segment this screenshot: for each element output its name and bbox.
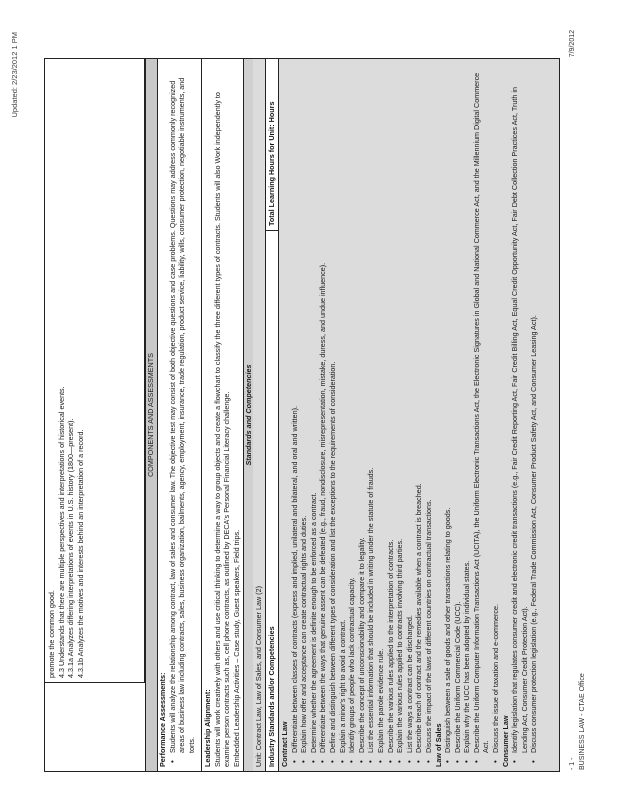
updated-date: Updated: 2/23/2012 1 PM — [10, 32, 19, 118]
performance-heading: Performance Assessments: — [158, 672, 167, 767]
top-line: 4.3 Understands that there are multiple perspectives and interpretations of historical events. — [56, 386, 66, 678]
leadership-text: Students will work creatively with others and use critical thinking to determine a way to group objects and create a flowchart to classify the three different types of contracts. Students will also Work independently to examine person contracts such as, cell phone contracts, as outlined by DECA's Personal Financial Literacy challenge. — [212, 92, 232, 767]
list-item: • Differentiate between the ways that genuine assent can be defeated (e.g., fraud, nondisclosure, misrepresentation, mistake, duress, and undue influence). — [318, 63, 328, 753]
list-item: • Discuss the impact of the laws of different countries on contractual transactions. — [424, 63, 434, 753]
list-item: • Explain the parole evidence rule. — [376, 63, 386, 753]
performance-section — [157, 59, 197, 771]
list-item: • Differentiate between classes of contracts (express and implied, unilateral and bilateral, and oral and written). — [290, 63, 300, 753]
consumer-law-heading: Consumer Law — [500, 715, 510, 767]
list-item: • Explain a minor's right to avoid a contract. — [338, 63, 348, 753]
list-item: • Describe breach of contract and the remedies available when a contract is breached. — [414, 63, 424, 753]
performance-text: • Students will analyze the relationship among contract, law of sales and consumer law. The objective test may consist of both objective questions and case problems. Questions may address commonly recognized areas of business law including contracts, sales, business organization, bailments, agency, employment, insurance, trade regulation, product service, liability, wills, consumer protection, negotiable instruments, and torts. — [168, 63, 197, 753]
embedded-activities: Embedded Leadership Activities – Case study, Guest speakers, Field trips. — [231, 529, 241, 767]
contract-law-section — [279, 59, 540, 771]
list-item: • List the ways a contract can be discharged. — [405, 63, 415, 753]
list-item: • Identify groups of people who lack contractual capacity. — [347, 63, 357, 753]
standards-cell — [45, 59, 145, 683]
list-item: • Distinguish between a sale of goods and other transactions relating to goods. — [443, 63, 453, 753]
list-item: • Identify legislation that regulates consumer credit and electronic credit transactions (e.g., Fair Credit Reporting Act, Fair Credit Billing Act, Equal Credit Opportunity Act, Fair Debt Collection Practices Act, Truth in Lending Act, Consumer Credit Protection Act). — [510, 63, 529, 753]
footer-office: BUSINESS LAW - CTAE Office — [579, 673, 586, 770]
top-line: 4.3.1b Analyzes the motives and interests behind an interpretation of a record. — [75, 429, 85, 678]
top-line: 4.3.1a Analyzes differing interpretations of events in U.S. history (1800—present). — [66, 418, 76, 678]
list-item: • Explain the various rules applied to contracts involving third parties. — [395, 63, 405, 753]
contract-law-heading: Contract Law — [280, 721, 289, 767]
unit-title: Unit: Contract Law, Law of Sales, and Consumer Law (2) — [254, 586, 263, 767]
table-header-row — [265, 59, 279, 771]
list-item: • Discuss the issue of taxation and e-commerce. — [491, 63, 501, 753]
list-item: • Describe the various rules applied to the interpretation of contracts. — [386, 63, 396, 753]
leadership-heading: Leadership Alignment: — [203, 689, 212, 767]
list-item: • Describe the Uniform Commercial Code (UCC). — [453, 63, 463, 753]
leadership-section — [201, 59, 242, 771]
list-item: • Describe the concept of unconscionability and compare it to legality. — [357, 63, 367, 753]
list-item: • List the essential information that should be included in writing under the statute of frauds. — [366, 63, 376, 753]
list-item: • Define and distinguish between different types of consideration and list the exceptions to the requirements of consideration. — [328, 63, 338, 753]
document-table — [44, 58, 560, 772]
list-item: • Describe the Uniform Computer Information Transactions Act (UCITA), the Uniform Electronic Transactions Act, the Electronic Signatures in Global and National Commerce Act, and the Millennium Digital Commerce Act. — [472, 63, 491, 753]
top-line: promote the common good. — [47, 590, 56, 678]
page-number: - 1 - — [569, 757, 576, 770]
footer-date: 7/9/2012 — [569, 30, 576, 58]
list-item: • Explain how offer and acceptance can create contractual rights and duties. — [299, 63, 309, 753]
components-heading: COMPONENTS AND ASSESSMENTS — [145, 59, 158, 771]
list-item: • Explain why the UCC has been adopted by individual states. — [462, 63, 472, 753]
standards-heading: Standards and Competencies — [243, 59, 255, 771]
law-of-sales-heading: Law of Sales — [433, 723, 443, 767]
list-item: • Discuss consumer protection legislation (e.g., Federal Trade Commission Act, Consumer Product Safety Act, and Consumer Leasing Act). — [529, 63, 539, 753]
list-item: • Determine whether the agreement is definite enough to be enforced as a contract. — [309, 63, 319, 753]
header-right: Total Learning Hours for Unit: Hours — [266, 59, 278, 231]
header-left: Industry Standards and/or Competencies — [267, 626, 276, 767]
